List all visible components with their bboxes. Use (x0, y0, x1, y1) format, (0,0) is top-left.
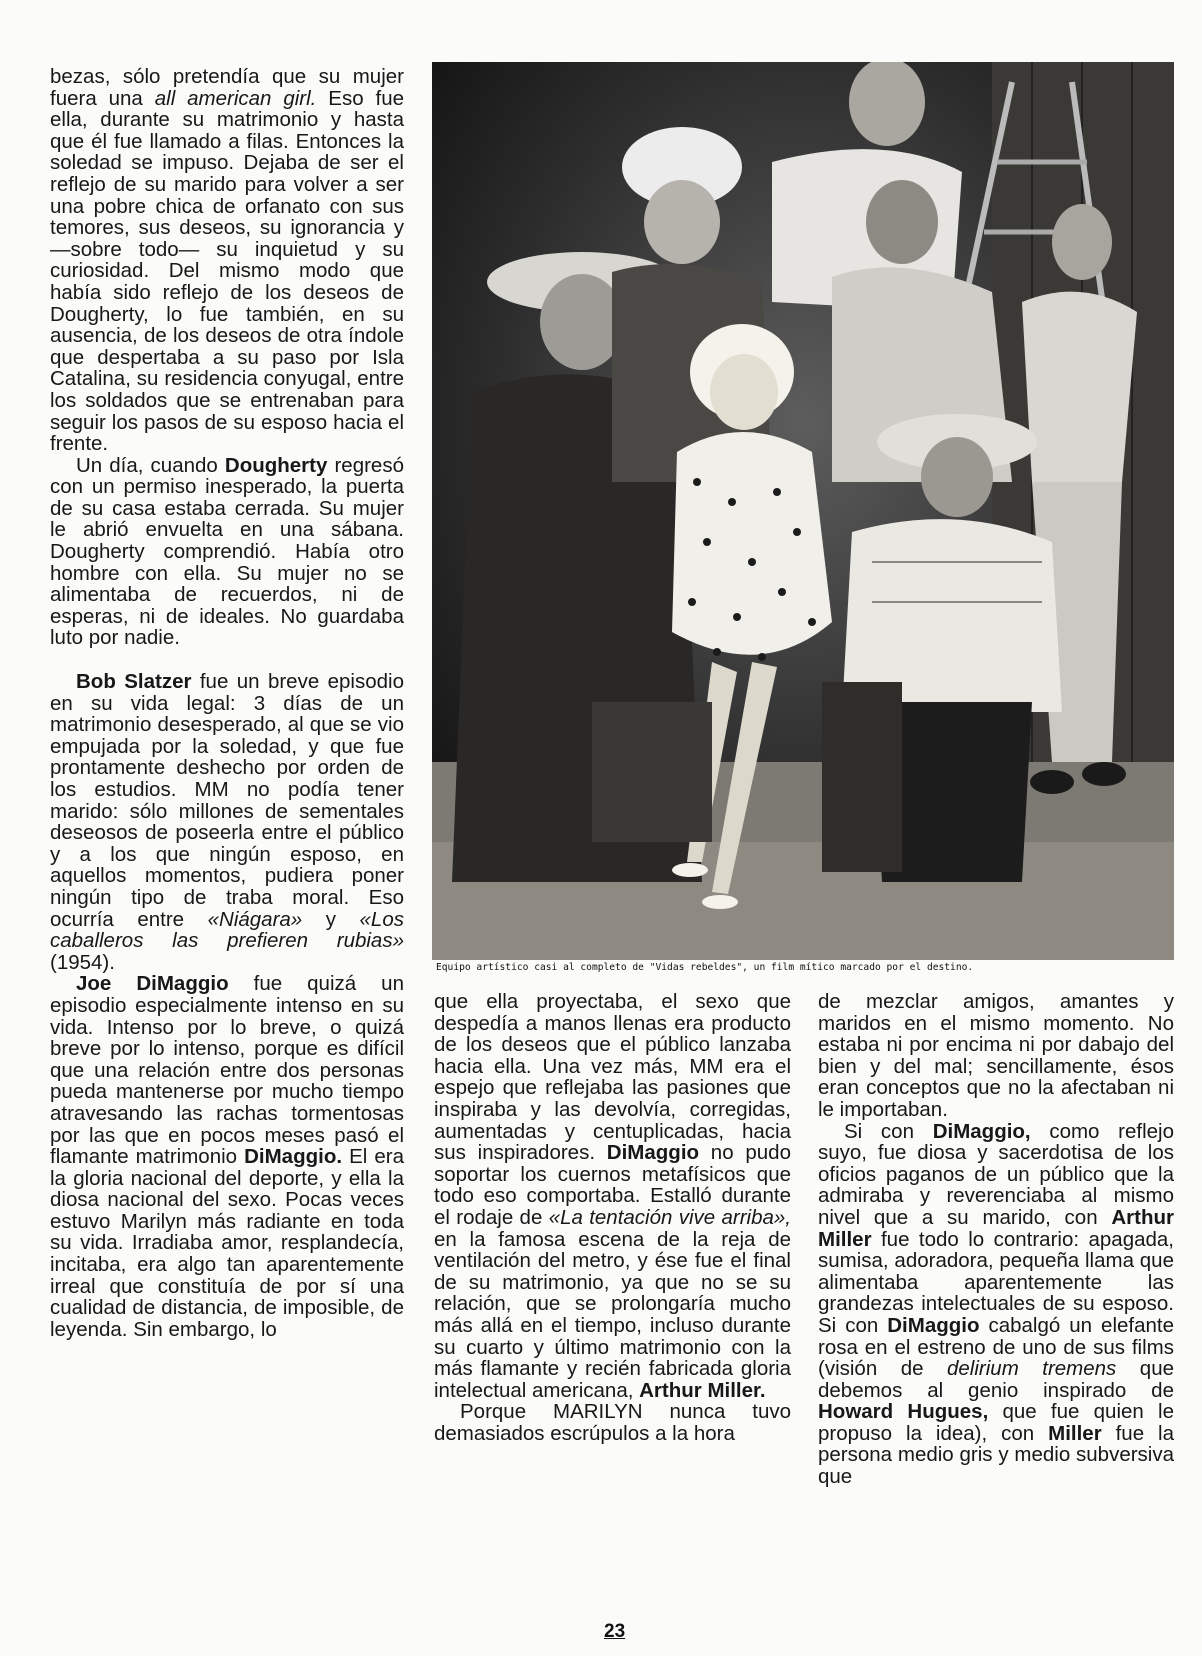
paragraph: que ella proyectaba, el sexo que despedía a manos llenas era producto de los deseos que el público lanzaba hacia ella. Una vez más, MM era el espejo que reflejaba las pasiones que inspiraba y las devolvía, corregidas, aumentadas y centuplicadas, hacia sus inspiradores. DiMaggio no pudo soportar los cuernos metafísicos que todo eso comportaba. Estalló durante el rodaje de «La tentación vive arriba», en la famosa escena de la reja de ventilación del metro, y ése fue el final de su matrimonio, ya que no se su relación, que se prolongaría mucho más allá en el tiempo, incluso durante su cuarto y último matrimonio con la más flamante y recién fabricada gloria intelectual americana, Arthur Miller. (434, 990, 791, 1402)
paragraph: Bob Slatzer fue un breve episodio en su vida legal: 3 días de un matrimonio desesperado, al que se vio empujada por la soledad, y que fue prontamente deshecho por orden de los estudios. MM no podía tener marido: sólo millones de sementales deseosos de poseerla entre el público y a los que ningún esposo, en aquellos momentos, pudiera poner ningún tipo de traba moral. Eso ocurría entre «Niágara» y «Los caballeros las prefieren rubias» (1954). (50, 670, 404, 974)
text-column-1 (50, 66, 404, 1340)
cast-photo (432, 62, 1174, 960)
paragraph: Joe DiMaggio fue quizá un episodio especialmente intenso en su vida. Intenso por lo breve, o quizá breve por lo intenso, porque es difícil que una relación entre dos personas pueda mantenerse por mucho tiempo atravesando las rachas tormentosas por las que en pocos meses pasó el flamante matrimonio DiMaggio. El era la gloria nacional del deporte, y ella la diosa nacional del sexo. Pocas veces estuvo Marilyn más radiante en toda su vida. Irradiaba amor, resplandecía, incitaba, era algo tan aparentemente irreal que constituía de por sí una cualidad de distancia, de imposible, de leyenda. Sin embargo, lo (50, 972, 404, 1341)
paragraph: Porque MARILYN nunca tuvo demasiados escrúpulos a la hora (434, 1400, 791, 1445)
text-column-2 (434, 991, 791, 1444)
paragraph: Si con DiMaggio, como reflejo suyo, fue diosa y sacerdotisa de los oficios paganos de un público que la admiraba y reverenciaba al mismo nivel que a su marido, con Arthur Miller fue todo lo contrario: apagada, sumisa, adoradora, pequeña llama que alimentaba aparentemente las grandezas intelectuales de su esposo. Si con DiMaggio cabalgó un elefante rosa en el estreno de uno de sus films (visión de delirium tremens que debemos al genio inspirado de Howard Hugues, que fue quien le propuso la idea), con Miller fue la persona medio gris y medio subversiva que (818, 1119, 1175, 1489)
paragraph: Un día, cuando Dougherty regresó con un permiso inesperado, la puerta de su casa estaba cerrada. Su mujer le abrió envuelta en una sábana. Dougherty comprendió. Había otro hombre con ella. Su mujer no se alimentaba de recuerdos, ni de esperas, ni de ideales. No guardaba luto por nadie. (50, 453, 404, 650)
photo-illustration (432, 62, 1174, 960)
page-number: 23 (604, 1621, 626, 1642)
photo-caption: Equipo artístico casi al completo de "Vidas rebeldes", un film mítico marcado por el destino. (436, 962, 974, 973)
text-column-3 (818, 991, 1174, 1488)
paragraph: de mezclar amigos, amantes y maridos en el mismo momento. No estaba ni por encima ni por dabajo del bien y del mal; sencillamente, ésos eran conceptos que no la afectaban ni le importaban. (818, 990, 1174, 1121)
paragraph: bezas, sólo pretendía que su mujer fuera una all american girl. Eso fue ella, durante su matrimonio y hasta que él fue llamado a filas. Entonces la soledad se impuso. Dejaba de ser el reflejo de su marido para volver a ser una pobre chica de orfanato con sus temores, sus deseos, su ignorancia y —sobre todo— su inquietud y su curiosidad. Del mismo modo que había sido reflejo de los deseos de Dougherty, lo fue también, en su ausencia, de los deseos de otra índole que despertaba a su paso por Isla Catalina, su residencia conyugal, entre los soldados que se entrenaban para seguir los pasos de su esposo hacia el frente. (50, 65, 405, 456)
